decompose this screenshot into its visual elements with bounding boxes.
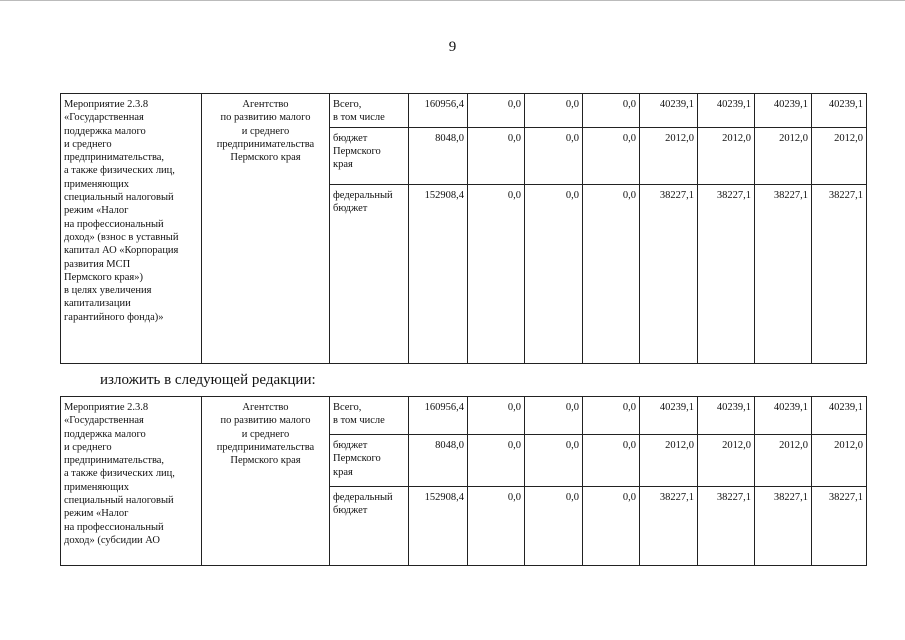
value-cell: 2012,0: [812, 435, 867, 487]
value-cell: 0,0: [583, 184, 640, 363]
value-cell: 38227,1: [698, 184, 755, 363]
value-cell: 0,0: [583, 435, 640, 487]
value-cell: 0,0: [468, 184, 525, 363]
value-cell: 0,0: [468, 397, 525, 435]
value-cell: 2012,0: [755, 435, 812, 487]
value-cell: 2012,0: [640, 435, 698, 487]
value-cell: 38227,1: [812, 184, 867, 363]
value-cell: 160956,4: [409, 94, 468, 128]
value-cell: 40239,1: [812, 397, 867, 435]
page-number: 9: [448, 39, 457, 55]
value-cell: 0,0: [583, 397, 640, 435]
funding-source-cell: федеральный бюджет: [330, 184, 409, 363]
value-cell: 2012,0: [698, 435, 755, 487]
value-cell: 40239,1: [640, 94, 698, 128]
executor-cell: Агентство по развитию малого и среднего предпринимательства Пермского края: [202, 94, 330, 364]
value-cell: 40239,1: [698, 397, 755, 435]
value-cell: 152908,4: [409, 184, 468, 363]
value-cell: 38227,1: [812, 487, 867, 566]
value-cell: 0,0: [525, 487, 583, 566]
executor-cell: Агентство по развитию малого и среднего предпринимательства Пермского края: [202, 397, 330, 566]
value-cell: 160956,4: [409, 397, 468, 435]
value-cell: 0,0: [468, 127, 525, 184]
value-cell: 38227,1: [755, 184, 812, 363]
value-cell: 8048,0: [409, 127, 468, 184]
value-cell: 38227,1: [640, 184, 698, 363]
value-cell: 0,0: [525, 435, 583, 487]
value-cell: 8048,0: [409, 435, 468, 487]
value-cell: 152908,4: [409, 487, 468, 566]
budget-table-current: [60, 93, 867, 364]
value-cell: 2012,0: [698, 127, 755, 184]
value-cell: 40239,1: [812, 94, 867, 128]
event-name-cell: Мероприятие 2.3.8 «Государственная поддержка малого и среднего предпринимательства, а также физических лиц, применяющих специальный налоговый режим «Налог на профессиональный доход» (субсидии АО: [61, 397, 202, 566]
value-cell: 2012,0: [640, 127, 698, 184]
value-cell: 40239,1: [698, 94, 755, 128]
value-cell: 0,0: [525, 127, 583, 184]
funding-source-cell: бюджет Пермского края: [330, 435, 409, 487]
value-cell: 0,0: [583, 127, 640, 184]
budget-table-revised: [60, 396, 867, 566]
amendment-caption: изложить в следующей редакции:: [100, 372, 316, 388]
value-cell: 38227,1: [755, 487, 812, 566]
value-cell: 0,0: [583, 487, 640, 566]
value-cell: 2012,0: [812, 127, 867, 184]
value-cell: 38227,1: [640, 487, 698, 566]
funding-source-cell: бюджет Пермского края: [330, 127, 409, 184]
funding-source-cell: федеральный бюджет: [330, 487, 409, 566]
value-cell: 40239,1: [640, 397, 698, 435]
value-cell: 0,0: [583, 94, 640, 128]
value-cell: 0,0: [525, 94, 583, 128]
value-cell: 0,0: [468, 94, 525, 128]
value-cell: 40239,1: [755, 94, 812, 128]
scan-top-edge: [0, 0, 905, 1]
table-row: [61, 94, 867, 128]
value-cell: 0,0: [468, 487, 525, 566]
funding-source-cell: Всего, в том числе: [330, 94, 409, 128]
event-name-cell: Мероприятие 2.3.8 «Государственная поддержка малого и среднего предпринимательства, а также физических лиц, применяющих специальный налоговый режим «Налог на профессиональный доход» (взнос в уставный капитал АО «Корпорация развития МСП Пермского края») в целях увеличения капитализации гарантийного фонда)»: [61, 94, 202, 364]
value-cell: 0,0: [525, 184, 583, 363]
funding-source-cell: Всего, в том числе: [330, 397, 409, 435]
table-row: [61, 397, 867, 435]
value-cell: 0,0: [525, 397, 583, 435]
value-cell: 0,0: [468, 435, 525, 487]
value-cell: 38227,1: [698, 487, 755, 566]
value-cell: 2012,0: [755, 127, 812, 184]
value-cell: 40239,1: [755, 397, 812, 435]
